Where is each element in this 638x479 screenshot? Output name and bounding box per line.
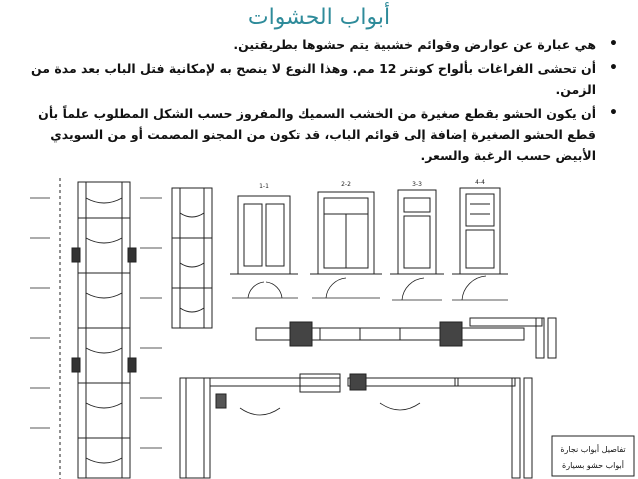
- caption-box: [552, 436, 634, 476]
- bullet-item: [22, 34, 622, 55]
- bullet-text: هي عبارة عن عوارض وقوائم خشبية يتم حشوها بطريقتين.: [233, 37, 596, 52]
- slide-title: أبواب الحشوات: [247, 5, 391, 30]
- bullet-item: [22, 58, 622, 100]
- caption-line-1: تفاصيل أبواب نجارة: [560, 445, 626, 454]
- section-tag: 4-4: [475, 179, 485, 186]
- section-tag: 3-3: [412, 181, 422, 188]
- bullet-list: [22, 34, 622, 169]
- bullet-text: أن تحشى الفراغات بألواح كونتر 12 مم. وهذا النوع لا ينصح به لإمكانية فتل الباب بعد مدة من الزمن.: [31, 61, 596, 97]
- bullet-dot: •: [609, 105, 618, 121]
- lower-section-frames: [180, 374, 532, 478]
- section-tag: 2-2: [341, 181, 351, 188]
- caption-line-2: أبواب حشو بسيارة: [562, 461, 624, 470]
- section-tag: 1-1: [259, 183, 269, 190]
- door-swing-plans: [232, 276, 508, 300]
- door-detail-drawing: [0, 178, 638, 479]
- horizontal-section-details: [256, 318, 556, 358]
- vertical-section-strip-2: [172, 188, 212, 328]
- door-elevations: [230, 188, 508, 274]
- bullet-item: [22, 103, 622, 166]
- bullet-dot: •: [609, 36, 618, 52]
- bullet-dot: •: [609, 60, 618, 76]
- vertical-section-strip: [30, 178, 162, 479]
- bullet-text: أن يكون الحشو بقطع صغيرة من الخشب السميك والمفروز حسب الشكل المطلوب علماً بأن قطع الحشو الصغيرة إضافة إلى قوائم الباب، قد تكون من المجنو المصمت أو من السويدي الأبيض حسب الرغبة والسعر.: [38, 106, 596, 163]
